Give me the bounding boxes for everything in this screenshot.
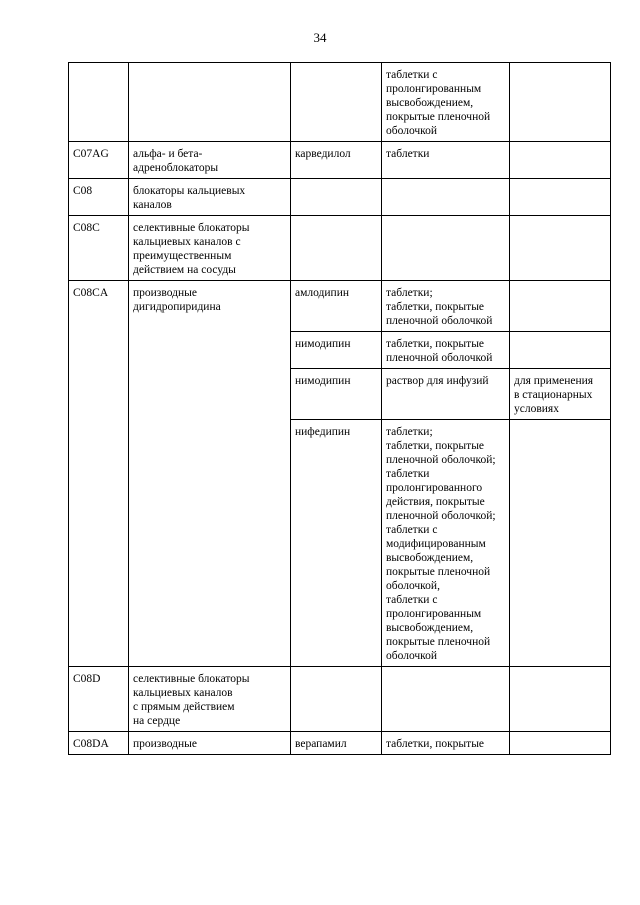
table-row	[69, 63, 611, 142]
group-name-line: дигидропиридина	[133, 301, 221, 313]
dosage-form-line: высвобождением,	[386, 552, 474, 564]
note-cell	[510, 63, 611, 142]
dosage-form-line: оболочкой	[386, 125, 438, 137]
dosage-form-line: таблетки, покрытые	[386, 738, 485, 750]
dosage-form-line: покрытые пленочной	[386, 111, 491, 123]
dosage-form-line: пролонгированным	[386, 83, 482, 95]
note-cell	[510, 732, 611, 755]
dosage-form-cell	[382, 63, 510, 142]
drug-name-cell: нимодипин	[291, 332, 382, 369]
group-name-cell	[129, 142, 291, 179]
group-name-line: производные	[133, 287, 197, 299]
group-name-line: преимущественным	[133, 250, 232, 262]
atc-code-cell: C08DA	[69, 732, 129, 755]
table-row	[69, 216, 611, 281]
dosage-form-line: действия, покрытые	[386, 496, 485, 508]
group-name-line: кальциевых каналов с	[133, 236, 241, 248]
drug-name-cell	[291, 179, 382, 216]
dosage-form-line: пленочной оболочкой	[386, 315, 493, 327]
group-name-line: селективные блокаторы	[133, 673, 250, 685]
dosage-form-cell	[382, 420, 510, 667]
note-cell	[510, 142, 611, 179]
dosage-form-line: пленочной оболочкой;	[386, 454, 496, 466]
dosage-form-line: пленочной оболочкой;	[386, 510, 496, 522]
group-name-line: каналов	[133, 199, 172, 211]
atc-code-cell: C08CA	[69, 281, 129, 667]
dosage-form-cell	[382, 281, 510, 332]
note-cell	[510, 332, 611, 369]
dosage-form-line: оболочкой	[386, 650, 438, 662]
table-row	[69, 142, 611, 179]
dosage-form-line: покрытые пленочной	[386, 566, 491, 578]
dosage-form-line: оболочкой,	[386, 580, 440, 592]
group-name-cell	[129, 179, 291, 216]
group-name-cell	[129, 216, 291, 281]
group-name-line: производные	[133, 738, 197, 750]
dosage-form-line: таблетки	[386, 148, 430, 160]
drug-name-cell: нифедипин	[291, 420, 382, 667]
dosage-form-line: высвобождением,	[386, 97, 474, 109]
note-cell	[510, 369, 611, 420]
dosage-form-line: высвобождением,	[386, 622, 474, 634]
note-cell	[510, 179, 611, 216]
note-cell	[510, 420, 611, 667]
dosage-form-cell	[382, 332, 510, 369]
group-name-cell	[129, 281, 291, 667]
group-name-line: альфа- и бета-	[133, 148, 203, 160]
group-name-line: действием на сосуды	[133, 264, 236, 276]
table-row	[69, 281, 611, 332]
dosage-form-cell	[382, 142, 510, 179]
dosage-form-line: пролонгированного	[386, 482, 483, 494]
dosage-form-line: таблетки, покрытые	[386, 440, 485, 452]
dosage-form-cell	[382, 369, 510, 420]
dosage-form-line: таблетки, покрытые	[386, 301, 485, 313]
note-line: условиях	[514, 403, 559, 415]
atc-code-cell: C08D	[69, 667, 129, 732]
dosage-form-line: таблетки с	[386, 594, 438, 606]
note-cell	[510, 281, 611, 332]
table-row	[69, 179, 611, 216]
drug-name-cell	[291, 63, 382, 142]
dosage-form-line: модифицированным	[386, 538, 486, 550]
dosage-form-cell	[382, 179, 510, 216]
dosage-form-line: пролонгированным	[386, 608, 482, 620]
table-row	[69, 732, 611, 755]
drug-table	[68, 62, 611, 755]
group-name-line: с прямым действием	[133, 701, 235, 713]
group-name-line: блокаторы кальциевых	[133, 185, 246, 197]
dosage-form-line: таблетки	[386, 468, 430, 480]
note-line: для применения	[514, 375, 594, 387]
drug-name-cell	[291, 667, 382, 732]
dosage-form-line: таблетки с	[386, 524, 438, 536]
dosage-form-cell	[382, 667, 510, 732]
drug-name-cell: амлодипин	[291, 281, 382, 332]
drug-name-cell: нимодипин	[291, 369, 382, 420]
dosage-form-line: таблетки;	[386, 426, 433, 438]
atc-code-cell: C08C	[69, 216, 129, 281]
note-cell	[510, 216, 611, 281]
drug-name-cell: карведилол	[291, 142, 382, 179]
dosage-form-line: раствор для инфузий	[386, 375, 489, 387]
group-name-line: адреноблокаторы	[133, 162, 219, 174]
atc-code-cell: C07AG	[69, 142, 129, 179]
dosage-form-line: таблетки;	[386, 287, 433, 299]
drug-name-cell	[291, 216, 382, 281]
atc-code-cell	[69, 63, 129, 142]
dosage-form-line: таблетки с	[386, 69, 438, 81]
dosage-form-line: покрытые пленочной	[386, 636, 491, 648]
atc-code-cell: C08	[69, 179, 129, 216]
table-row	[69, 667, 611, 732]
group-name-cell	[129, 732, 291, 755]
dosage-form-line: таблетки, покрытые	[386, 338, 485, 350]
dosage-form-cell	[382, 216, 510, 281]
note-line: в стационарных	[514, 389, 593, 401]
group-name-line: селективные блокаторы	[133, 222, 250, 234]
note-cell	[510, 667, 611, 732]
group-name-cell	[129, 63, 291, 142]
dosage-form-line: пленочной оболочкой	[386, 352, 493, 364]
dosage-form-cell	[382, 732, 510, 755]
group-name-line: на сердце	[133, 715, 181, 727]
group-name-line: кальциевых каналов	[133, 687, 233, 699]
drug-name-cell: верапамил	[291, 732, 382, 755]
group-name-cell	[129, 667, 291, 732]
page-number: 34	[313, 30, 327, 45]
